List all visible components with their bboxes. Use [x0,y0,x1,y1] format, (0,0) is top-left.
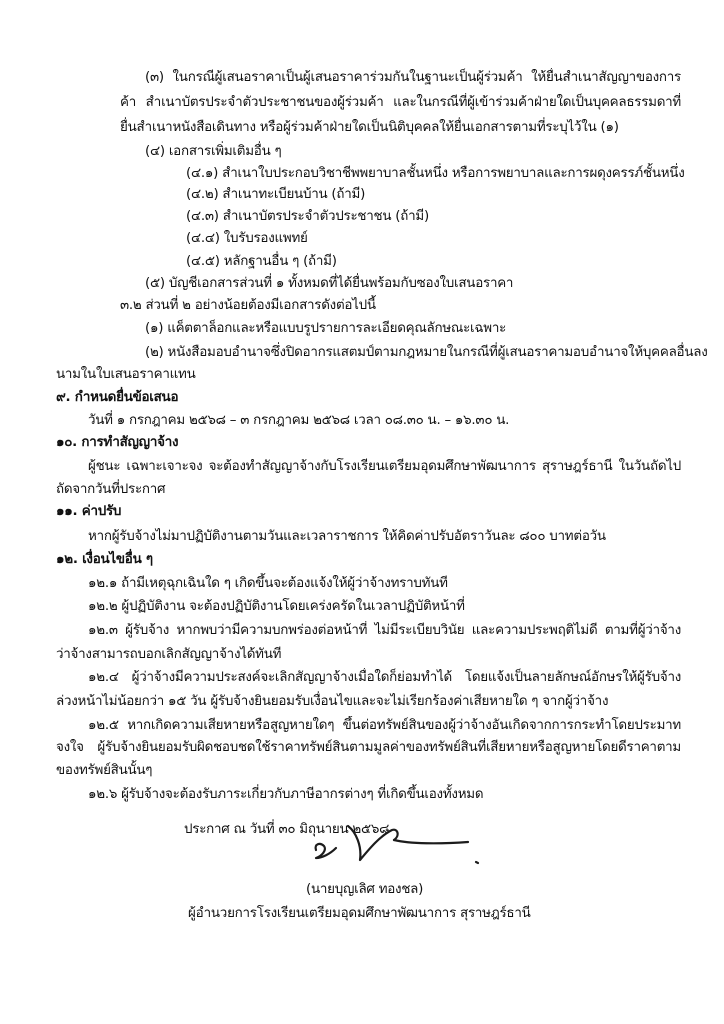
item-5: (๕) บัญชีเอกสารส่วนที่ ๑ ทั้งหมดที่ได้ยื่นพร้อมกับซองใบเสนอราคา [145,276,514,291]
item-12-3-line-2: ว่าจ้างสามารถบอกเลิกสัญญาจ้างได้ทันที [56,647,282,662]
section-10-line-1: ผู้ชนะ เฉพาะเจาะจง จะต้องทำสัญญาจ้างกับโรงเรียนเตรียมอุดมศึกษาพัฒนาการ สุราษฎร์ธานี ในวันถัดไป [88,459,681,474]
item-12-6: ๑๒.๖ ผู้รับจ้างจะต้องรับภาระเกี่ยวกับภาษีอากรต่างๆ ที่เกิดขึ้นเองทั้งหมด [88,787,484,802]
item-4-2: (๔.๒) สำเนาทะเบียนบ้าน (ถ้ามี) [186,187,366,202]
item-12-3-line-1: ๑๒.๓ ผู้รับจ้าง หากพบว่ามีความบกพร่องต่อหน้าที่ ไม่มีระเบียบวินัย และความประพฤติไม่ดี ตามที่ผู้ว่าจ้าง [88,623,681,638]
item-12-1: ๑๒.๑ ถ้ามีเหตุฉุกเฉินใด ๆ เกิดขึ้นจะต้องแจ้งให้ผู้ว่าจ้างทราบทันที [88,576,448,591]
item-3-2-2-line-2: นามในใบเสนอราคาแทน [56,367,196,382]
item-3-2-2-line-1: (๒) หนังสือมอบอำนาจซึ่งปิดอากรแสตมป์ตามกฎหมายในกรณีที่ผู้เสนอราคามอบอำนาจให้บุคคลอื่นลง [145,345,708,360]
heading-section-9: ๙. กำหนดยื่นข้อเสนอ [56,390,179,405]
heading-section-10: ๑๐. การทำสัญญาจ้าง [56,435,179,450]
item-12-5-line-2: จงใจ ผู้รับจ้างยินยอมรับผิดชอบชดใช้ราคาทรัพย์สินตามมูลค่าของทรัพย์สินที่เสียหายหรือสูญหายโดยดีราคาตาม [56,740,681,755]
item-12-5-line-1: ๑๒.๕ หากเกิดความเสียหายหรือสูญหายใดๆ ขึ้นต่อทรัพย์สินของผู้ว่าจ้างอันเกิดจากการกระทำโดยประมาท [88,718,681,733]
section-10-line-2: ถัดจากวันที่ประกาศ [56,482,166,497]
item-4-5: (๔.๕) หลักฐานอื่น ๆ (ถ้ามี) [186,254,337,269]
item-12-4-line-1: ๑๒.๔ ผู้ว่าจ้างมีความประสงค์จะเลิกสัญญาจ้างเมื่อใดก็ย่อมทำได้ โดยแจ้งเป็นลายลักษณ์อักษรให้ผู้รับจ้าง [88,670,681,685]
section-9-dates: วันที่ ๑ กรกฎาคม ๒๕๖๘ – ๓ กรกฎาคม ๒๕๖๘ เวลา ๐๘.๓๐ น. – ๑๖.๓๐ น. [88,413,510,428]
paragraph-3-line-1: (๓) ในกรณีผู้เสนอราคาเป็นผู้เสนอราคาร่วมกันในฐานะเป็นผู้ร่วมค้า ให้ยื่นสำเนาสัญญาของการ [145,70,681,85]
item-12-4-line-2: ล่วงหน้าไม่น้อยกว่า ๑๕ วัน ผู้รับจ้างยินยอมรับเงื่อนไขและจะไม่เรียกร้องค่าเสียหายใด ๆ จากผู้ว่าจ้าง [56,694,609,709]
signatory-position: ผู้อำนวยการโรงเรียนเตรียมอุดมศึกษาพัฒนาการ สุราษฎร์ธานี [188,906,531,921]
paragraph-3-line-3: ยื่นสำเนาหนังสือเดินทาง หรือผู้ร่วมค้าฝ่ายใดเป็นนิติบุคคลให้ยื่นเอกสารตามที่ระบุไว้ใน (๑) [120,120,619,135]
handwritten-signature [300,808,500,878]
item-3-2-1: (๑) แค็ตตาล็อกและหรือแบบรูปรายการละเอียดคุณลักษณะเฉพาะ [145,321,507,336]
item-12-5-line-3: ของทรัพย์สินนั้นๆ [56,763,153,778]
signatory-name: (นายบุญเลิศ ทองชล) [306,882,424,897]
item-12-2: ๑๒.๒ ผู้ปฏิบัติงาน จะต้องปฏิบัติงานโดยเคร่งครัดในเวลาปฏิบัติหน้าที่ [88,599,465,614]
heading-section-12: ๑๒. เงื่อนไขอื่น ๆ [56,552,153,567]
section-11-text: หากผู้รับจ้างไม่มาปฏิบัติงานตามวันและเวลาราชการ ให้คิดค่าปรับอัตราวันละ ๘๐๐ บาทต่อวัน [88,529,606,544]
announcement-date: ประกาศ ณ วันที่ ๓๐ มิถุนายน ๒๕๖๘ [184,822,390,837]
item-4-heading: (๔) เอกสารเพิ่มเติมอื่น ๆ [145,144,282,159]
section-3-2: ๓.๒ ส่วนที่ ๒ อย่างน้อยต้องมีเอกสารดังต่อไปนี้ [120,298,376,313]
paragraph-3-line-2: ค้า สำเนาบัตรประจำตัวประชาชนของผู้ร่วมค้า และในกรณีที่ผู้เข้าร่วมค้าฝ่ายใดเป็นบุคคลธรรมดาที่ [120,95,681,110]
item-4-3: (๔.๓) สำเนาบัตรประจำตัวประชาชน (ถ้ามี) [186,209,429,224]
heading-section-11: ๑๑. ค่าปรับ [56,504,122,519]
item-4-4: (๔.๔) ใบรับรองแพทย์ [186,231,308,246]
item-4-1: (๔.๑) สำเนาใบประกอบวิชาชีพพยาบาลชั้นหนึ่ง หรือการพยาบาลและการผดุงครรภ์ชั้นหนึ่ง [186,166,685,181]
